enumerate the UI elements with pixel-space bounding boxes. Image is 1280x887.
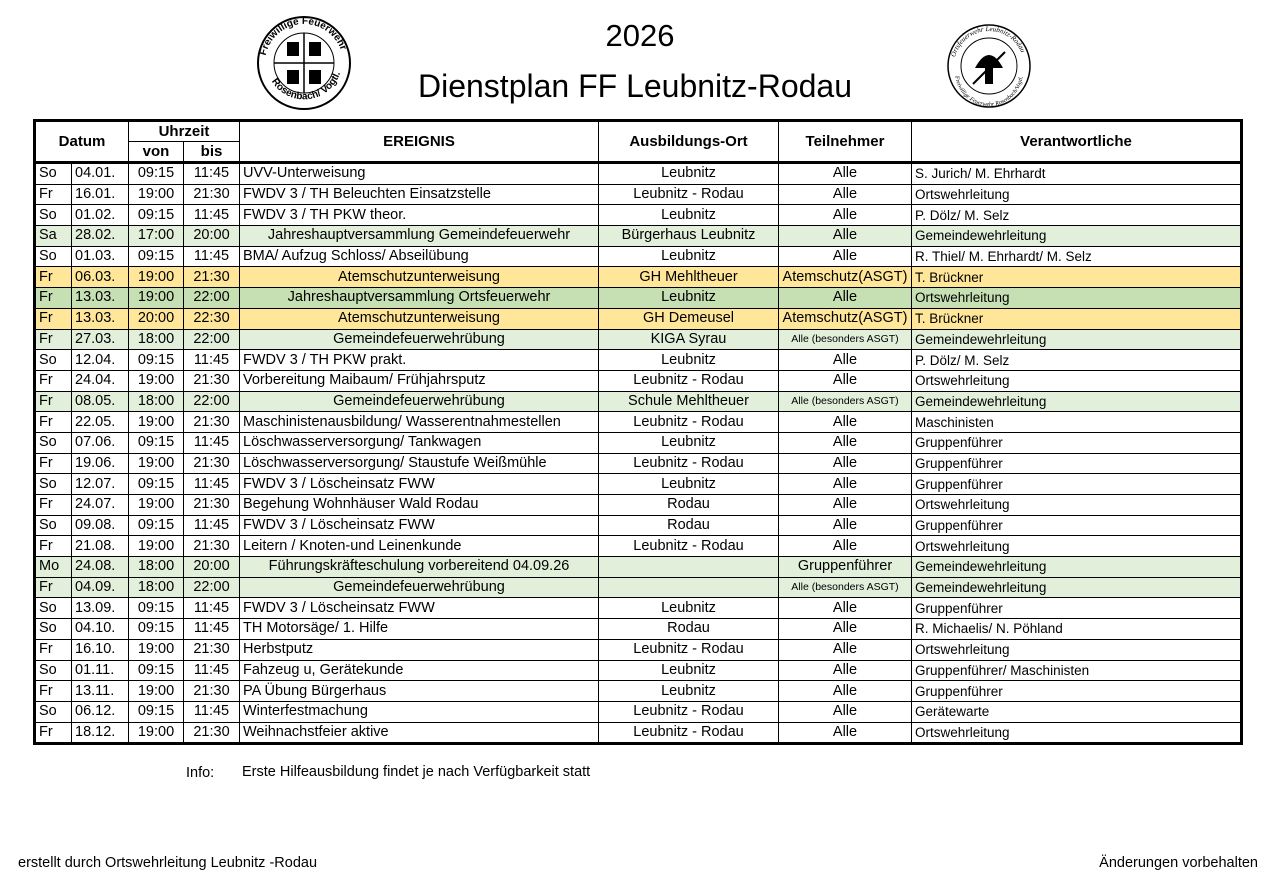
cell-day: So: [35, 598, 72, 619]
cell-place: Schule Mehltheuer: [599, 391, 779, 412]
cell-from: 19:00: [129, 639, 184, 660]
cell-event: Atemschutzunterweisung: [240, 267, 599, 288]
cell-place: Rodau: [599, 495, 779, 516]
cell-from: 19:00: [129, 495, 184, 516]
cell-from: 18:00: [129, 557, 184, 578]
cell-date: 24.07.: [72, 495, 129, 516]
cell-date: 19.06.: [72, 453, 129, 474]
cell-participants: Atemschutz(ASGT): [779, 308, 912, 329]
cell-from: 09:15: [129, 474, 184, 495]
cell-responsible: P. Dölz/ M. Selz: [912, 350, 1242, 371]
cell-responsible: Gerätewarte: [912, 701, 1242, 722]
cell-event: FWDV 3 / Löscheinsatz FWW: [240, 515, 599, 536]
cell-participants: Alle: [779, 246, 912, 267]
table-row: [35, 246, 1242, 267]
cell-event: Maschinistenausbildung/ Wasserentnahmestellen: [240, 412, 599, 433]
cell-place: Leubnitz: [599, 246, 779, 267]
cell-responsible: Gruppenführer: [912, 681, 1242, 702]
cell-responsible: Ortswehrleitung: [912, 722, 1242, 744]
cell-event: Fahzeug u, Gerätekunde: [240, 660, 599, 681]
table-row: [35, 619, 1242, 640]
cell-responsible: Gruppenführer/ Maschinisten: [912, 660, 1242, 681]
cell-day: Fr: [35, 536, 72, 557]
cell-from: 17:00: [129, 226, 184, 247]
cell-from: 09:15: [129, 660, 184, 681]
header-von: von: [129, 142, 184, 163]
table-row: [35, 701, 1242, 722]
cell-date: 01.03.: [72, 246, 129, 267]
logo-left: [255, 14, 353, 112]
cell-to: 21:30: [184, 184, 240, 205]
cell-to: 21:30: [184, 412, 240, 433]
cell-event: Begehung Wohnhäuser Wald Rodau: [240, 495, 599, 516]
table-row: [35, 660, 1242, 681]
cell-participants: Alle: [779, 226, 912, 247]
cell-day: Fr: [35, 577, 72, 598]
cell-to: 11:45: [184, 515, 240, 536]
table-row: [35, 205, 1242, 226]
cell-date: 13.11.: [72, 681, 129, 702]
cell-to: 11:45: [184, 598, 240, 619]
header-uhrzeit: Uhrzeit: [129, 121, 240, 142]
cell-date: 24.08.: [72, 557, 129, 578]
cell-place: Leubnitz: [599, 474, 779, 495]
cell-date: 12.07.: [72, 474, 129, 495]
cell-place: Leubnitz - Rodau: [599, 370, 779, 391]
table-row: [35, 577, 1242, 598]
cell-place: Leubnitz - Rodau: [599, 722, 779, 744]
cell-participants: Alle (besonders ASGT): [779, 391, 912, 412]
svg-text:Rosenbach/ Vogtl.: Rosenbach/ Vogtl.: [269, 70, 344, 103]
table-row: [35, 329, 1242, 350]
cell-day: Fr: [35, 370, 72, 391]
cell-day: Fr: [35, 184, 72, 205]
cell-place: Leubnitz: [599, 681, 779, 702]
cell-responsible: Gruppenführer: [912, 598, 1242, 619]
svg-text:Freiwillige Feuerwehr: Freiwillige Feuerwehr: [257, 15, 349, 57]
cell-participants: Atemschutz(ASGT): [779, 267, 912, 288]
cell-event: Löschwasserversorgung/ Tankwagen: [240, 432, 599, 453]
cell-day: Fr: [35, 681, 72, 702]
cell-date: 16.01.: [72, 184, 129, 205]
cell-responsible: Ortswehrleitung: [912, 288, 1242, 309]
cell-to: 21:30: [184, 370, 240, 391]
table-row: [35, 267, 1242, 288]
cell-place: [599, 577, 779, 598]
cell-day: So: [35, 619, 72, 640]
table-row: [35, 515, 1242, 536]
cell-event: Führungskräfteschulung vorbereitend 04.09.26: [240, 557, 599, 578]
cell-from: 18:00: [129, 391, 184, 412]
cell-day: Fr: [35, 267, 72, 288]
page-title: Dienstplan FF Leubnitz-Rodau: [417, 68, 852, 104]
cell-event: BMA/ Aufzug Schloss/ Abseilübung: [240, 246, 599, 267]
cell-day: So: [35, 660, 72, 681]
cell-date: 21.08.: [72, 536, 129, 557]
cell-from: 09:15: [129, 350, 184, 371]
cell-day: Fr: [35, 288, 72, 309]
cell-to: 21:30: [184, 495, 240, 516]
cell-from: 19:00: [129, 267, 184, 288]
cell-to: 11:45: [184, 246, 240, 267]
cell-day: So: [35, 432, 72, 453]
cell-event: FWDV 3 / Löscheinsatz FWW: [240, 474, 599, 495]
cell-to: 21:30: [184, 267, 240, 288]
cell-participants: Alle: [779, 432, 912, 453]
cell-day: Fr: [35, 495, 72, 516]
cell-participants: Alle: [779, 370, 912, 391]
header-ort: Ausbildungs-Ort: [599, 121, 779, 163]
cell-to: 21:30: [184, 639, 240, 660]
cell-date: 06.03.: [72, 267, 129, 288]
cell-to: 21:30: [184, 453, 240, 474]
cell-participants: Alle: [779, 495, 912, 516]
table-row: [35, 412, 1242, 433]
cell-day: Fr: [35, 639, 72, 660]
cell-responsible: Gemeindewehrleitung: [912, 577, 1242, 598]
cell-participants: Alle: [779, 660, 912, 681]
cell-from: 09:15: [129, 515, 184, 536]
cell-participants: Alle: [779, 639, 912, 660]
cell-from: 19:00: [129, 184, 184, 205]
cell-from: 18:00: [129, 329, 184, 350]
cell-event: TH Motorsäge/ 1. Hilfe: [240, 619, 599, 640]
cell-place: Leubnitz - Rodau: [599, 701, 779, 722]
cell-date: 13.09.: [72, 598, 129, 619]
cell-participants: Alle: [779, 163, 912, 185]
table-row: [35, 226, 1242, 247]
cell-place: Leubnitz: [599, 598, 779, 619]
cell-from: 09:15: [129, 432, 184, 453]
cell-to: 11:45: [184, 432, 240, 453]
cell-from: 19:00: [129, 370, 184, 391]
cell-event: PA Übung Bürgerhaus: [240, 681, 599, 702]
cell-day: Fr: [35, 412, 72, 433]
cell-participants: Alle: [779, 598, 912, 619]
cell-event: Winterfestmachung: [240, 701, 599, 722]
cell-event: Leitern / Knoten-und Leinenkunde: [240, 536, 599, 557]
duty-roster-table: [33, 119, 1243, 745]
cell-responsible: Ortswehrleitung: [912, 495, 1242, 516]
cell-place: Rodau: [599, 515, 779, 536]
cell-from: 09:15: [129, 598, 184, 619]
cell-responsible: Maschinisten: [912, 412, 1242, 433]
cell-responsible: Gruppenführer: [912, 432, 1242, 453]
cell-responsible: T. Brückner: [912, 308, 1242, 329]
year-heading: 2026: [605, 18, 675, 53]
table-row: [35, 495, 1242, 516]
cell-responsible: R. Michaelis/ N. Pöhland: [912, 619, 1242, 640]
cell-date: 18.12.: [72, 722, 129, 744]
cell-responsible: R. Thiel/ M. Ehrhardt/ M. Selz: [912, 246, 1242, 267]
cell-from: 19:00: [129, 722, 184, 744]
cell-day: Fr: [35, 308, 72, 329]
cell-responsible: Ortswehrleitung: [912, 370, 1242, 391]
cell-place: Leubnitz - Rodau: [599, 536, 779, 557]
cell-day: Mo: [35, 557, 72, 578]
cell-responsible: P. Dölz/ M. Selz: [912, 205, 1242, 226]
logo-right: [945, 22, 1033, 110]
cell-day: So: [35, 474, 72, 495]
cell-event: Löschwasserversorgung/ Staustufe Weißmühle: [240, 453, 599, 474]
cell-day: Fr: [35, 453, 72, 474]
info-text: Erste Hilfeausbildung findet je nach Verfügbarkeit statt: [242, 764, 591, 780]
cell-day: Sa: [35, 226, 72, 247]
footer-created-by: erstellt durch Ortswehrleitung Leubnitz -Rodau: [18, 855, 318, 871]
cell-event: Gemeindefeuerwehrübung: [240, 577, 599, 598]
svg-text:Ortsfeuerwehr Leubnitz-Rodau: Ortsfeuerwehr Leubnitz-Rodau: [949, 24, 1027, 58]
cell-participants: Alle: [779, 453, 912, 474]
cell-to: 11:45: [184, 701, 240, 722]
cell-event: FWDV 3 / Löscheinsatz FWW: [240, 598, 599, 619]
cell-to: 21:30: [184, 681, 240, 702]
header-ereignis: EREIGNIS: [240, 121, 599, 163]
cell-responsible: Gemeindewehrleitung: [912, 557, 1242, 578]
cell-to: 11:45: [184, 660, 240, 681]
cell-day: Fr: [35, 391, 72, 412]
cell-responsible: Gemeindewehrleitung: [912, 391, 1242, 412]
header-verantwortliche: Verantwortliche: [912, 121, 1242, 163]
cell-responsible: Gruppenführer: [912, 474, 1242, 495]
cell-from: 09:15: [129, 619, 184, 640]
cell-day: So: [35, 515, 72, 536]
cell-to: 21:30: [184, 536, 240, 557]
cell-responsible: Ortswehrleitung: [912, 184, 1242, 205]
cell-place: [599, 557, 779, 578]
cell-place: Leubnitz - Rodau: [599, 639, 779, 660]
cell-place: Leubnitz - Rodau: [599, 453, 779, 474]
cell-participants: Alle: [779, 701, 912, 722]
cell-date: 22.05.: [72, 412, 129, 433]
cell-from: 09:15: [129, 701, 184, 722]
cell-responsible: Ortswehrleitung: [912, 536, 1242, 557]
cell-participants: Alle: [779, 619, 912, 640]
table-row: [35, 163, 1242, 185]
cell-date: 07.06.: [72, 432, 129, 453]
cell-place: KIGA Syrau: [599, 329, 779, 350]
table-row: [35, 432, 1242, 453]
cell-date: 01.02.: [72, 205, 129, 226]
cell-participants: Alle: [779, 412, 912, 433]
cell-place: Rodau: [599, 619, 779, 640]
cell-participants: Alle: [779, 722, 912, 744]
cell-place: Leubnitz: [599, 350, 779, 371]
cell-to: 22:30: [184, 308, 240, 329]
table-row: [35, 370, 1242, 391]
cell-place: Leubnitz: [599, 432, 779, 453]
cell-event: Gemeindefeuerwehrübung: [240, 329, 599, 350]
cell-place: GH Mehltheuer: [599, 267, 779, 288]
cell-responsible: S. Jurich/ M. Ehrhardt: [912, 163, 1242, 185]
header-bis: bis: [184, 142, 240, 163]
cell-date: 04.10.: [72, 619, 129, 640]
header-teilnehmer: Teilnehmer: [779, 121, 912, 163]
cell-date: 27.03.: [72, 329, 129, 350]
table-row: [35, 722, 1242, 744]
cell-from: 20:00: [129, 308, 184, 329]
table-row: [35, 536, 1242, 557]
cell-date: 28.02.: [72, 226, 129, 247]
cell-event: Herbstputz: [240, 639, 599, 660]
cell-day: So: [35, 701, 72, 722]
cell-date: 09.08.: [72, 515, 129, 536]
cell-to: 20:00: [184, 226, 240, 247]
cell-to: 20:00: [184, 557, 240, 578]
cell-to: 21:30: [184, 722, 240, 744]
cell-to: 11:45: [184, 619, 240, 640]
cell-to: 22:00: [184, 391, 240, 412]
cell-place: Leubnitz: [599, 205, 779, 226]
table-row: [35, 453, 1242, 474]
table-row: [35, 639, 1242, 660]
cell-day: Fr: [35, 329, 72, 350]
cell-place: Leubnitz: [599, 660, 779, 681]
cell-event: UVV-Unterweisung: [240, 163, 599, 185]
table-row: [35, 681, 1242, 702]
table-row: [35, 598, 1242, 619]
cell-date: 04.09.: [72, 577, 129, 598]
cell-responsible: Gruppenführer: [912, 453, 1242, 474]
cell-place: Bürgerhaus Leubnitz: [599, 226, 779, 247]
cell-to: 11:45: [184, 205, 240, 226]
cell-event: Gemeindefeuerwehrübung: [240, 391, 599, 412]
table-row: [35, 474, 1242, 495]
cell-from: 19:00: [129, 681, 184, 702]
cell-participants: Alle: [779, 681, 912, 702]
cell-from: 18:00: [129, 577, 184, 598]
cell-place: Leubnitz - Rodau: [599, 412, 779, 433]
cell-day: So: [35, 246, 72, 267]
cell-responsible: T. Brückner: [912, 267, 1242, 288]
cell-from: 09:15: [129, 246, 184, 267]
cell-place: Leubnitz: [599, 288, 779, 309]
cell-responsible: Gruppenführer: [912, 515, 1242, 536]
cell-responsible: Gemeindewehrleitung: [912, 226, 1242, 247]
cell-participants: Gruppenführer: [779, 557, 912, 578]
table-row: [35, 288, 1242, 309]
cell-place: GH Demeusel: [599, 308, 779, 329]
cell-responsible: Ortswehrleitung: [912, 639, 1242, 660]
cell-date: 13.03.: [72, 308, 129, 329]
cell-date: 12.04.: [72, 350, 129, 371]
cell-date: 24.04.: [72, 370, 129, 391]
cell-to: 11:45: [184, 350, 240, 371]
cell-from: 09:15: [129, 163, 184, 185]
table-row: [35, 308, 1242, 329]
cell-from: 19:00: [129, 288, 184, 309]
cell-event: FWDV 3 / TH Beleuchten Einsatzstelle: [240, 184, 599, 205]
table-row: [35, 557, 1242, 578]
svg-text:Freiwillige Feuerwehr Rosenbac: Freiwillige Feuerwehr Rosenbach/Vogtl.: [953, 75, 1025, 109]
table-row: [35, 391, 1242, 412]
cell-to: 11:45: [184, 474, 240, 495]
footer-disclaimer: Änderungen vorbehalten: [1099, 855, 1258, 871]
cell-event: FWDV 3 / TH PKW prakt.: [240, 350, 599, 371]
table-row: [35, 184, 1242, 205]
roster-body: [35, 163, 1242, 744]
cell-date: 06.12.: [72, 701, 129, 722]
cell-event: Atemschutzunterweisung: [240, 308, 599, 329]
cell-event: FWDV 3 / TH PKW theor.: [240, 205, 599, 226]
cell-place: Leubnitz: [599, 163, 779, 185]
cell-participants: Alle: [779, 536, 912, 557]
cell-event: Jahreshauptversammlung Gemeindefeuerwehr: [240, 226, 599, 247]
cell-participants: Alle: [779, 515, 912, 536]
cell-day: Fr: [35, 722, 72, 744]
cell-day: So: [35, 163, 72, 185]
cell-participants: Alle (besonders ASGT): [779, 577, 912, 598]
cell-date: 01.11.: [72, 660, 129, 681]
cell-event: Weihnachstfeier aktive: [240, 722, 599, 744]
cell-date: 08.05.: [72, 391, 129, 412]
cell-from: 19:00: [129, 453, 184, 474]
cell-participants: Alle: [779, 288, 912, 309]
cell-date: 04.01.: [72, 163, 129, 185]
cell-participants: Alle: [779, 184, 912, 205]
cell-participants: Alle: [779, 205, 912, 226]
cell-participants: Alle (besonders ASGT): [779, 329, 912, 350]
cell-date: 16.10.: [72, 639, 129, 660]
cell-to: 22:00: [184, 329, 240, 350]
cell-day: So: [35, 205, 72, 226]
cell-day: So: [35, 350, 72, 371]
cell-responsible: Gemeindewehrleitung: [912, 329, 1242, 350]
info-label: Info:: [186, 765, 215, 781]
cell-to: 22:00: [184, 288, 240, 309]
cell-event: Jahreshauptversammlung Ortsfeuerwehr: [240, 288, 599, 309]
cell-from: 19:00: [129, 412, 184, 433]
cell-to: 22:00: [184, 577, 240, 598]
cell-from: 19:00: [129, 536, 184, 557]
cell-event: Vorbereitung Maibaum/ Frühjahrsputz: [240, 370, 599, 391]
cell-to: 11:45: [184, 163, 240, 185]
cell-participants: Alle: [779, 350, 912, 371]
header-datum: Datum: [35, 121, 129, 163]
cell-participants: Alle: [779, 474, 912, 495]
cell-date: 13.03.: [72, 288, 129, 309]
cell-place: Leubnitz - Rodau: [599, 184, 779, 205]
table-row: [35, 350, 1242, 371]
cell-from: 09:15: [129, 205, 184, 226]
